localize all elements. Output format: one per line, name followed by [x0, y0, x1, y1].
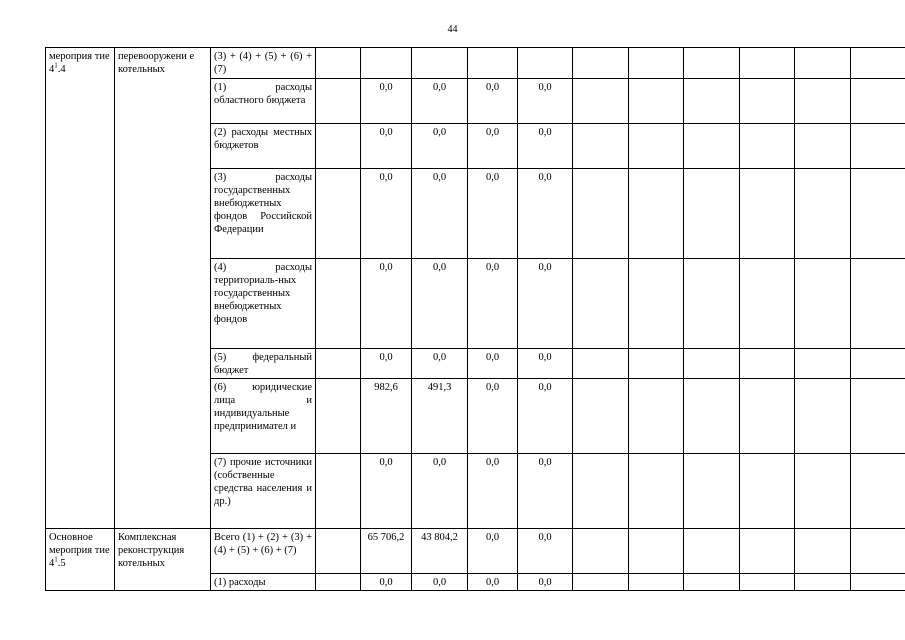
value-cell: 0,0: [518, 169, 573, 259]
value-cell: 0,0: [468, 349, 518, 379]
value-cell: 0,0: [468, 124, 518, 169]
page-number: 44: [447, 24, 458, 35]
value-cell: 0,0: [412, 169, 468, 259]
value-cell: 0,0: [361, 574, 412, 591]
object-cell: Комплексная реконструкция котельных: [115, 529, 211, 591]
value-cell: 0,0: [518, 349, 573, 379]
source-cell: (7) прочие источники (собственные средства населения и др.): [211, 454, 316, 529]
value-cell: 0,0: [468, 169, 518, 259]
value-cell: 0,0: [518, 124, 573, 169]
value-cell: 65 706,2: [361, 529, 412, 574]
value-cell: 982,6: [361, 379, 412, 454]
value-cell: 0,0: [468, 454, 518, 529]
value-cell: 0,0: [361, 124, 412, 169]
value-cell: 0,0: [412, 349, 468, 379]
value-cell: 0,0: [468, 259, 518, 349]
measure-cell: мероприя тие $4^1.4$: [46, 48, 115, 529]
value-cell: 0,0: [518, 454, 573, 529]
value-cell: [468, 48, 518, 79]
value-cell: 43 804,2: [412, 529, 468, 574]
value-cell: 0,0: [518, 79, 573, 124]
source-cell: (2) расходы местных бюджетов: [211, 124, 316, 169]
table-row: [46, 529, 905, 574]
value-cell: 0,0: [412, 574, 468, 591]
value-cell: 0,0: [518, 529, 573, 574]
source-cell: (5) федеральный бюджет: [211, 349, 316, 379]
value-cell: [361, 48, 412, 79]
value-cell: 0,0: [518, 259, 573, 349]
value-cell: 0,0: [518, 574, 573, 591]
value-cell: [518, 48, 573, 79]
value-cell: 0,0: [361, 349, 412, 379]
value-cell: 0,0: [468, 574, 518, 591]
value-cell: 0,0: [412, 454, 468, 529]
value-cell: 0,0: [412, 79, 468, 124]
value-cell: 0,0: [361, 259, 412, 349]
source-cell: (6) юридические лица и индивидуальные предпринимател и: [211, 379, 316, 454]
source-cell: (3) + (4) + (5) + (6) + (7): [211, 48, 316, 79]
table-row: [46, 48, 905, 79]
value-cell: 491,3: [412, 379, 468, 454]
value-cell: 0,0: [518, 379, 573, 454]
source-cell: (4) расходы территориаль-ных государственных внебюджетных фондов: [211, 259, 316, 349]
value-cell: 0,0: [361, 79, 412, 124]
value-cell: 0,0: [361, 169, 412, 259]
source-cell: (3) расходы государственных внебюджетных фондов Российской Федерации: [211, 169, 316, 259]
value-cell: 0,0: [412, 124, 468, 169]
measure-cell: Основное мероприя тие $4^1.5$: [46, 529, 115, 591]
source-cell: Всего (1) + (2) + (3) + (4) + (5) + (6) + (7): [211, 529, 316, 574]
value-cell: 0,0: [468, 79, 518, 124]
value-cell: 0,0: [468, 529, 518, 574]
source-cell: (1) расходы: [211, 574, 316, 591]
value-cell: 0,0: [412, 259, 468, 349]
budget-table: [45, 47, 905, 591]
source-cell: (1) расходы областного бюджета: [211, 79, 316, 124]
value-cell: 0,0: [361, 454, 412, 529]
value-cell: 0,0: [468, 379, 518, 454]
object-cell: перевооружени е котельных: [115, 48, 211, 529]
value-cell: [412, 48, 468, 79]
